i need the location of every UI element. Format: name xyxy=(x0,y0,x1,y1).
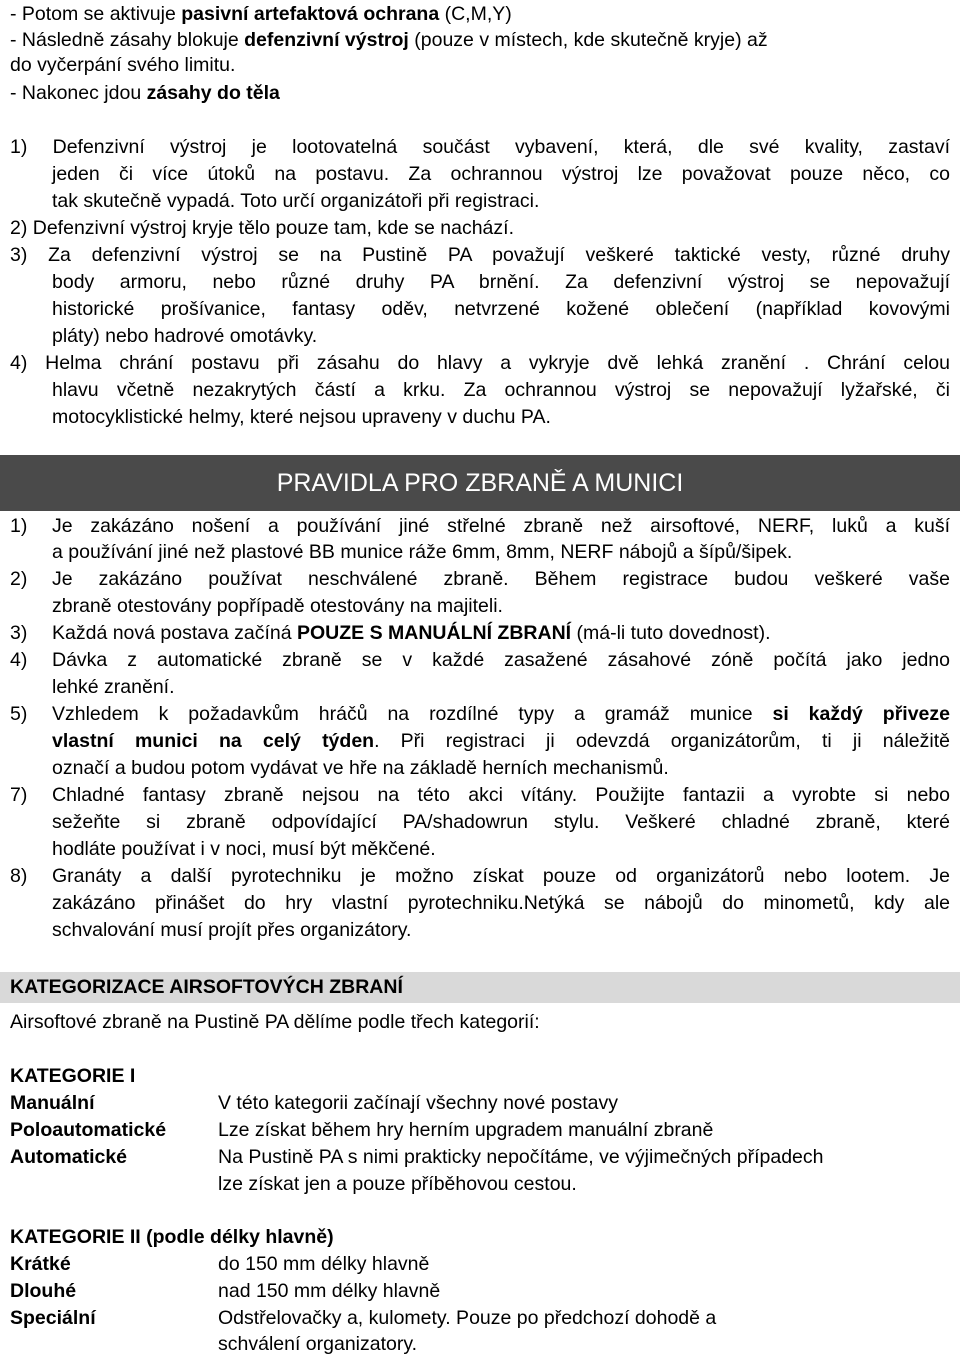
weapon-rule-2-line-2: zbraně otestovány popřípadě otestovány na majiteli. xyxy=(52,595,503,617)
category-1-title: KATEGORIE I xyxy=(10,1065,136,1087)
category-2-row-3-desc-line-1: Odstřelovačky a, kulomety. Pouze po předchozí dohodě a xyxy=(218,1307,717,1329)
weapon-rule-8-line-1: Granáty a další pyrotechniku je možno získat pouze od organizátorů nebo lootem. Je xyxy=(52,865,950,887)
categories-heading: KATEGORIZACE AIRSOFTOVÝCH ZBRANÍ xyxy=(10,976,403,998)
armor-rule-3-line-3: historické prošívanice, fantasy oděv, netvrzené kožené oblečení (například kovovými xyxy=(52,298,950,320)
category-1-row-3-label: Automatické xyxy=(10,1146,128,1168)
weapon-rule-2-line-1: Je zakázáno používat neschválené zbraně. Během registrace budou veškeré vaše xyxy=(52,568,950,590)
weapon-rule-1-line-1: Je zakázáno nošení a používání jiné střelné zbraně než airsoftové, NERF, luků a kuší xyxy=(52,515,950,537)
category-2-row-1-label: Krátké xyxy=(10,1253,71,1275)
intro-line-3: do vyčerpání svého limitu. xyxy=(10,54,236,76)
weapon-rule-1-line-2: a používání jiné než plastové BB munice ráže 6mm, 8mm, NERF nábojů a šípů/šipek. xyxy=(52,541,793,563)
category-2-row-1-desc: do 150 mm délky hlavně xyxy=(218,1253,430,1275)
weapon-rule-4-line-1: Dávka z automatické zbraně se v každé zasažené zásahové zóně počítá jako jedno xyxy=(52,649,950,671)
category-2-row-2-label: Dlouhé xyxy=(10,1280,77,1302)
weapon-rule-1-number: 1) xyxy=(10,515,28,537)
category-1-row-3-desc-line-2: lze získat jen a pouze příběhovou cestou. xyxy=(218,1173,577,1195)
armor-rule-4-line-1: 4) Helma chrání postavu při zásahu do hlavy a vykryje dvě lehká zranění . Chrání celou xyxy=(10,352,950,374)
weapon-rule-5-line-2: vlastní munici na celý týden. Při registraci ji odevzdá organizátorům, ti ji náležitě xyxy=(52,730,950,752)
weapon-rule-2-number: 2) xyxy=(10,568,28,590)
weapon-rule-7-line-3: hodláte používat i v noci, musí být měkčené. xyxy=(52,838,436,860)
weapons-section-banner xyxy=(0,455,960,511)
category-1-row-2-desc: Lze získat během hry herním upgradem manuální zbraně xyxy=(218,1119,714,1141)
intro-line-4: - Nakonec jdou zásahy do těla xyxy=(10,82,280,104)
weapon-rule-5-line-1: Vzhledem k požadavkům hráčů na rozdílné typy a gramáž munice si každý přiveze xyxy=(52,703,950,725)
intro-line-1: - Potom se aktivuje pasivní artefaktová ochrana (C,M,Y) xyxy=(10,3,512,25)
armor-rule-4-line-2: hlavu včetně nezakrytých částí a krku. Za ochrannou výstroj se nepovažují lyžařské, či xyxy=(52,379,950,401)
weapon-rule-3-number: 3) xyxy=(10,622,28,644)
armor-rule-3-line-1: 3) Za defenzivní výstroj se na Pustině PA považují veškeré taktické vesty, různé druhy xyxy=(10,244,950,266)
weapon-rule-4-number: 4) xyxy=(10,649,28,671)
armor-rule-3-line-4: pláty) nebo hadrové omotávky. xyxy=(52,325,318,347)
category-2-title: KATEGORIE II (podle délky hlavně) xyxy=(10,1226,334,1248)
weapon-rule-7-line-1: Chladné fantasy zbraně nejsou na této akci vítány. Použijte fantazii a vyrobte si nebo xyxy=(52,784,950,806)
armor-rule-1-line-3: tak skutečně vypadá. Toto určí organizátoři při registraci. xyxy=(52,190,540,212)
category-1-row-1-desc: V této kategorii začínají všechny nové postavy xyxy=(218,1092,618,1114)
armor-rule-4-line-3: motocyklistické helmy, které nejsou upraveny v duchu PA. xyxy=(52,406,551,428)
weapon-rule-5-number: 5) xyxy=(10,703,28,725)
weapon-rule-7-number: 7) xyxy=(10,784,28,806)
weapons-section-title: PRAVIDLA PRO ZBRANĚ A MUNICI xyxy=(276,469,684,497)
weapon-rule-3-line-1: Každá nová postava začíná POUZE S MANUÁLNÍ ZBRANÍ (má-li tuto dovednost). xyxy=(52,622,771,644)
category-2-row-2-desc: nad 150 mm délky hlavně xyxy=(218,1280,441,1302)
weapon-rule-4-line-2: lehké zranění. xyxy=(52,676,175,698)
category-1-row-2-label: Poloautomatické xyxy=(10,1119,167,1141)
armor-rule-1-line-2: jeden či více útoků na postavu. Za ochrannou výstroj lze považovat pouze něco, co xyxy=(52,163,950,185)
weapon-rule-8-line-3: schvalování musí projít přes organizátory. xyxy=(52,919,412,941)
armor-rule-1-line-1: 1) Defenzivní výstroj je lootovatelná součást vybavení, která, dle své kvality, zastaví xyxy=(10,136,950,158)
categories-heading-bar xyxy=(0,972,960,1003)
armor-rule-3-line-2: body armoru, nebo různé druhy PA brnění. Za defenzivní výstroj se nepovažují xyxy=(52,271,950,293)
weapon-rule-8-line-2: zakázáno přinášet do hry vlastní pyrotechniku.Netýká se nábojů do minometů, kdy ale xyxy=(52,892,950,914)
categories-intro: Airsoftové zbraně na Pustině PA dělíme podle třech kategorií: xyxy=(10,1011,540,1033)
weapon-rule-8-number: 8) xyxy=(10,865,28,887)
weapon-rule-5-line-3: označí a budou potom vydávat ve hře na základě herních mechanismů. xyxy=(52,757,669,779)
category-2-row-3-label: Speciální xyxy=(10,1307,96,1329)
weapon-rule-7-line-2: sežeňte si zbraně odpovídající PA/shadowrun stylu. Veškeré chladné zbraně, které xyxy=(52,811,950,833)
category-2-row-3-desc-line-2: schválení organizatory. xyxy=(218,1333,418,1355)
intro-line-2: - Následně zásahy blokuje defenzivní výstroj (pouze v místech, kde skutečně kryje) až xyxy=(10,29,768,51)
category-1-row-1-label: Manuální xyxy=(10,1092,95,1114)
category-1-row-3-desc-line-1: Na Pustině PA s nimi prakticky nepočítáme, ve výjimečných případech xyxy=(218,1146,824,1168)
armor-rule-2: 2) Defenzivní výstroj kryje tělo pouze tam, kde se nachází. xyxy=(10,217,514,239)
